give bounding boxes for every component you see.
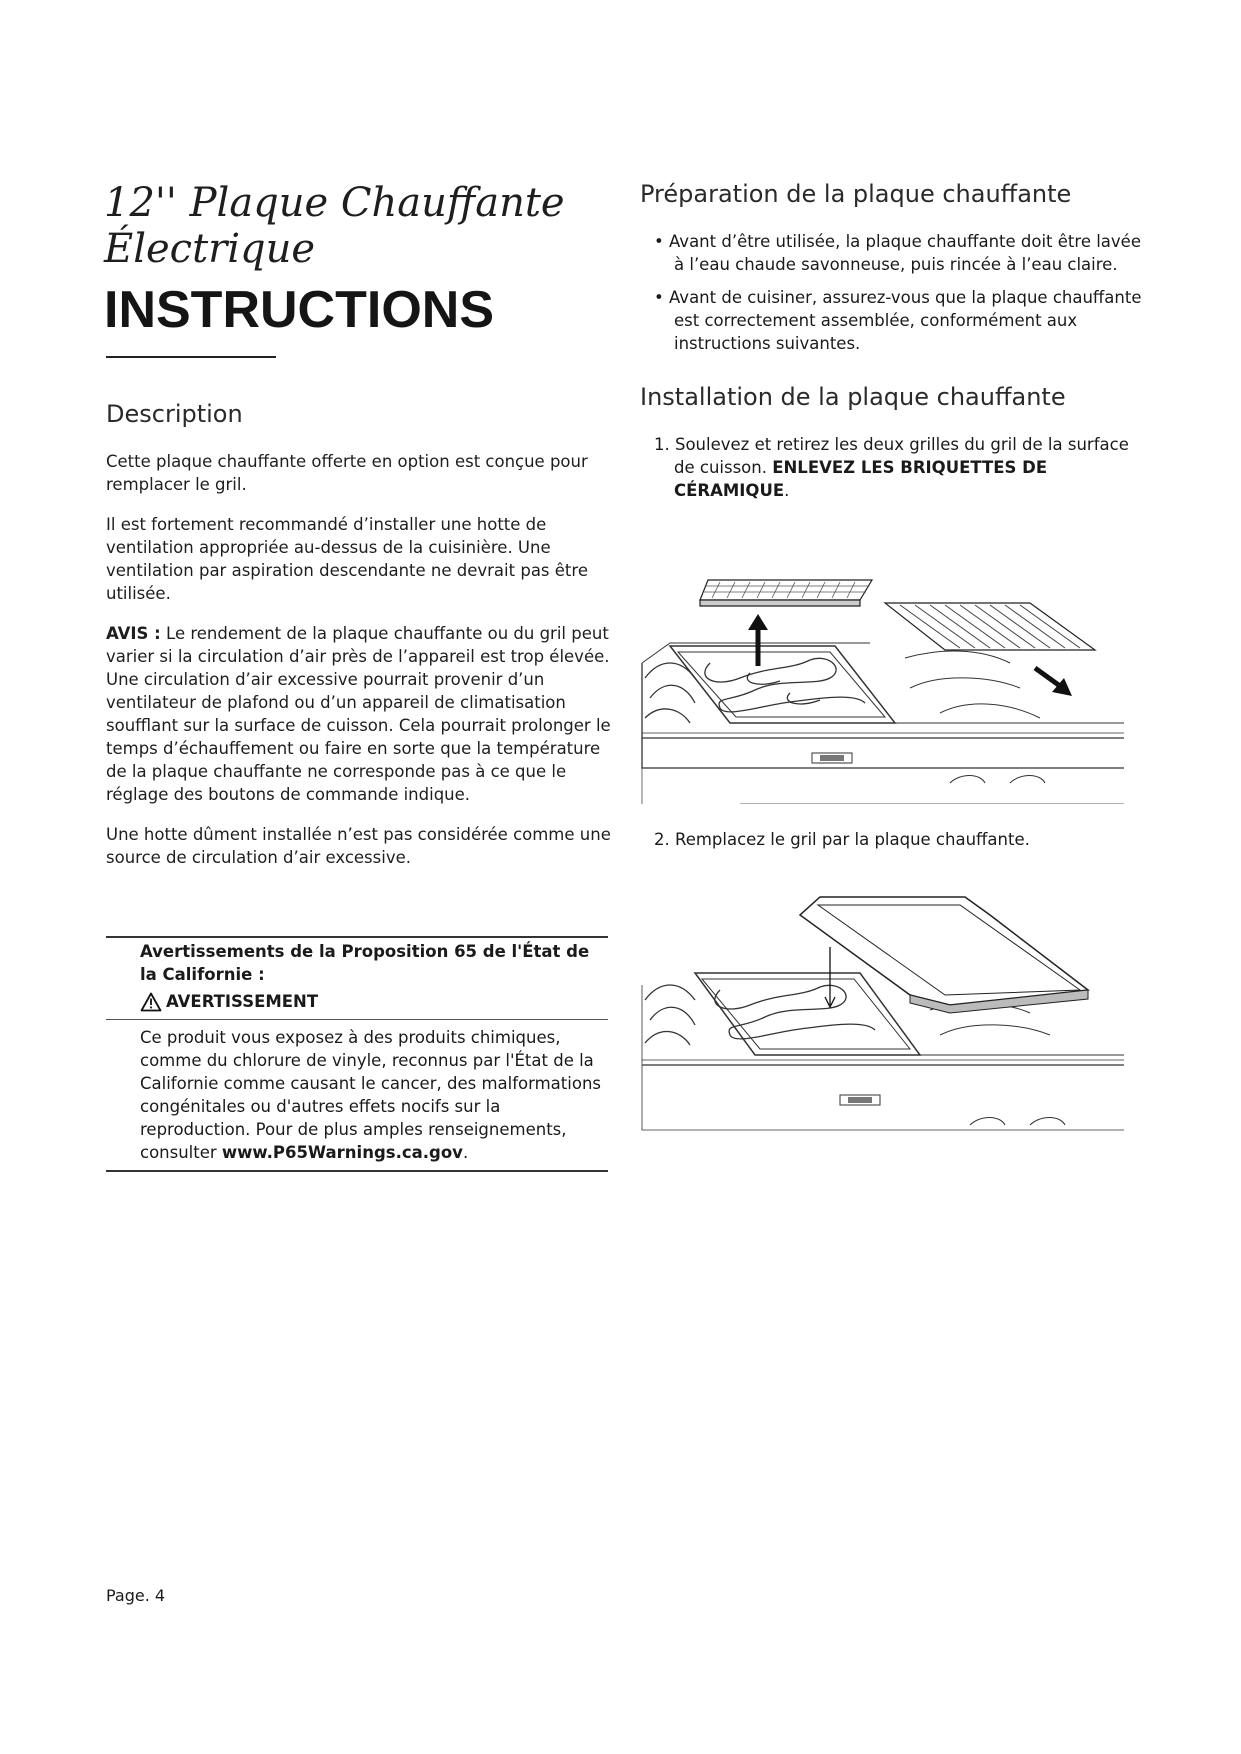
installation-step-1 bbox=[640, 433, 1145, 502]
warning-body: Ce produit vous exposez à des produits chimiques, comme du chlorure de vinyle, reconnus par l'État de la Californie comme causant le cancer, des malformations congénitales ou d'autres effets nocifs sur la reproduction. Pour de plus amples renseignements, consulter bbox=[140, 1028, 602, 1162]
warning-label-text: AVERTISSEMENT bbox=[166, 992, 319, 1011]
title-script-line2: Électrique bbox=[104, 226, 316, 272]
description-heading: Description bbox=[106, 400, 243, 428]
description-paragraph-1: Cette plaque chauffante offerte en option est conçue pour remplacer le gril. bbox=[106, 452, 588, 494]
title-divider bbox=[106, 356, 276, 358]
description-paragraph-4: Une hotte dûment installée n’est pas considérée comme une source de circulation d’air excessive. bbox=[106, 825, 611, 867]
step-1-end: . bbox=[784, 481, 790, 500]
figure-place-griddle bbox=[640, 895, 1124, 1135]
figure-remove-grates bbox=[640, 578, 1124, 804]
avis-text: Le rendement de la plaque chauffante ou du gril peut varier si la circulation d’air près de l’appareil est trop élevée. Une circulation d’air excessive pourrait provenir d’un ventilateur de plafond ou d’un appareil de climatisation soufflant sur la surface de cuisson. Cela pourrait prolonger le temps d’échauffement ou faire en sorte que la température de la plaque chauffante ne corresponde pas à ce que le réglage des boutons de commande indique. bbox=[106, 624, 611, 804]
prop65-warning-box bbox=[106, 936, 608, 1172]
description-paragraph-2: Il est fortement recommandé d’installer une hotte de ventilation appropriée au-dessus de la cuisinière. Une ventilation par aspiration descendante ne devrait pas être utilisée. bbox=[106, 515, 588, 603]
installation-step-2-container bbox=[640, 828, 1145, 851]
step-1-text: 1. Soulevez et retirez les deux grilles du gril de la surface de cuisson. bbox=[654, 435, 1129, 477]
installation-steps bbox=[640, 433, 1145, 502]
preparation-bullet-2: • Avant de cuisiner, assurez-vous que la plaque chauffante est correctement assemblée, conformément aux instructions suivantes. bbox=[654, 288, 1142, 353]
warning-title: Avertissements de la Proposition 65 de l'État de la Californie : bbox=[140, 942, 590, 984]
title-script-line1: 12'' Plaque Chauffante bbox=[104, 180, 565, 226]
warning-text bbox=[140, 1026, 608, 1164]
avis-label: AVIS : bbox=[106, 624, 161, 643]
warning-label bbox=[140, 990, 608, 1013]
preparation-bullet-1: • Avant d’être utilisée, la plaque chauffante doit être lavée à l’eau chaude savonneuse, puis rincée à l’eau claire. bbox=[654, 232, 1141, 274]
avis-paragraph bbox=[106, 622, 614, 806]
preparation-heading: Préparation de la plaque chauffante bbox=[640, 180, 1072, 208]
warning-triangle-icon bbox=[140, 992, 162, 1012]
preparation-list bbox=[640, 230, 1145, 355]
description-section bbox=[106, 400, 614, 886]
page-number: Page. 4 bbox=[106, 1586, 166, 1605]
warning-end: . bbox=[462, 1143, 469, 1162]
page-title: INSTRUCTIONS bbox=[104, 281, 494, 339]
right-column bbox=[640, 180, 1145, 502]
p65-link[interactable]: www.P65Warnings.ca.gov bbox=[221, 1143, 463, 1162]
title-script bbox=[104, 180, 624, 272]
step-1-bold: ENLEVEZ LES BRIQUETTES DE CÉRAMIQUE bbox=[674, 458, 1048, 500]
installation-step-2: 2. Remplacez le gril par la plaque chauffante. bbox=[654, 830, 1030, 849]
installation-heading: Installation de la plaque chauffante bbox=[640, 383, 1066, 411]
warning-divider bbox=[106, 1019, 608, 1020]
